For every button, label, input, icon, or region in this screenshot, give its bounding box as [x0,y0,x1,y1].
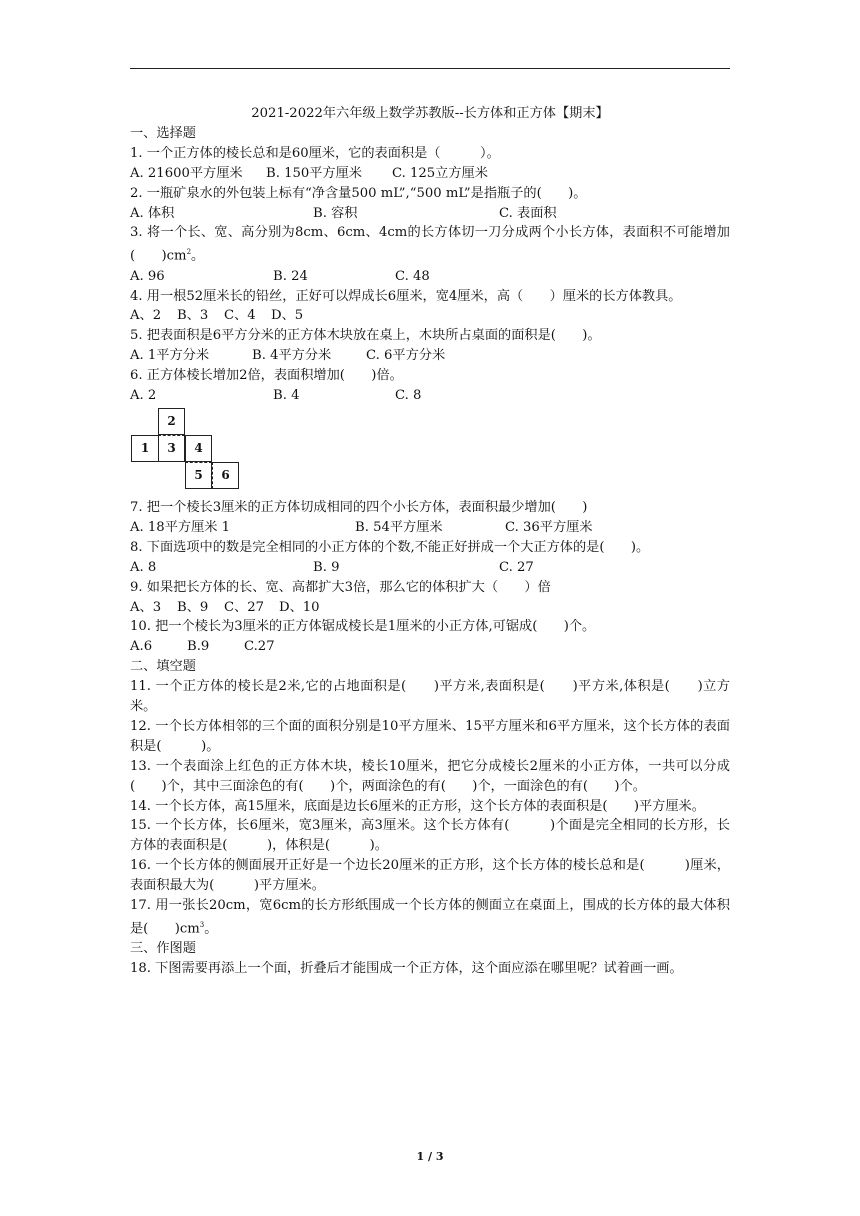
question-2: 2. 一瓶矿泉水的外包装上标有“净含量500 mL”,“500 mL”是指瓶子的( )。 [130,185,587,201]
question-1: 1. 一个正方体的棱长总和是60厘米，它的表面积是（ ）。 [130,145,500,161]
option-b: B. 24 [273,268,308,284]
option-b: B、3 [177,308,209,324]
question-15: 15. 一个长方体，长6厘米，宽3厘米，高3厘米。这个长方体有( )个面是完全相同的长方形，长方体的表面积是( )，体积是( )。 [130,818,730,854]
options-5 [130,346,730,366]
option-a: A. 1平方分米 [130,348,210,364]
option-a: A. 2 [130,388,157,404]
options-1 [130,164,730,184]
option-c: C.27 [244,639,275,655]
question-6: 6. 正方体棱长增加2倍，表面积增加( )倍。 [130,368,403,384]
section-heading-drawing: 三、作图题 [130,941,196,957]
option-b: B.9 [187,639,210,655]
option-a: A.6 [130,639,153,655]
question-16: 16. 一个长方体的侧面展开正好是一个边长20厘米的正方形，这个长方体的棱长总和是( )厘米，表面积最大为( )平方厘米。 [130,858,730,894]
options-4 [130,306,730,326]
net-face-1: 1 [131,435,159,462]
option-c: C. 8 [395,388,422,404]
question-3-tail: 。 [191,248,205,264]
option-c: C、27 [224,599,265,615]
option-c: C. 6平方分米 [366,348,446,364]
option-a: A. 21600平方厘米 [130,165,243,181]
option-c: C. 36平方厘米 [505,519,593,535]
question-3-text: 3. 将一个长、宽、高分别为8cm、6cm、4cm的长方体切一刀分成两个小长方体，表面积不可能增加( )cm [130,225,730,264]
question-13: 13. 一个表面涂上红色的正方体木块，棱长10厘米，把它分成棱长2厘米的小正方体，一共可以分成( )个，其中三面涂色的有( )个，两面涂色的有( )个，一面涂色的有( )个。 [130,758,730,794]
question-17-text: 17. 用一张长20cm，宽6cm的长方形纸围成一个长方体的侧面立在桌面上，围成的长方体的最大体积是( )cm [130,898,730,937]
question-7: 7. 把一个棱长3厘米的正方体切成相同的四个小长方体，表面积最少增加( ) [130,499,588,515]
option-b: B、9 [177,599,209,615]
question-18: 18. 下图需要再添上一个面，折叠后才能围成一个正方体，这个面应添在哪里呢？试着画一画。 [130,961,683,977]
header-rule [130,68,730,69]
section-heading-fill: 二、填空题 [130,659,196,675]
option-a: A. 96 [130,268,165,284]
option-c: C. 125立方厘米 [392,165,488,181]
net-face-2: 2 [158,408,185,435]
option-a: A. 18平方厘米 1 [130,519,231,535]
option-a: A. 8 [130,559,157,575]
question-3 [130,223,730,266]
options-8 [130,558,730,578]
question-10: 10. 把一个棱长为3厘米的正方体锯成棱长是1厘米的小正方体,可锯成( )个。 [130,619,596,635]
question-17 [130,896,730,939]
question-12: 12. 一个长方体相邻的三个面的面积分别是10平方厘米、15平方厘米和6平方厘米，这个长方体的表面积是( )。 [130,718,730,754]
superscript: 2 [186,248,192,257]
question-8: 8. 下面选项中的数是完全相同的小正方体的个数,不能正好拼成一个大正方体的是( )。 [130,539,650,555]
cube-net-figure [130,408,245,494]
superscript: 3 [199,921,205,930]
question-17-tail: 。 [204,921,218,937]
net-face-6: 6 [212,462,239,489]
option-c: C. 27 [499,559,534,575]
option-a: A. 体积 [130,205,175,221]
option-d: D、10 [279,599,320,615]
options-2 [130,204,730,224]
net-face-5: 5 [185,462,212,489]
options-7 [130,518,730,538]
page-number: 1 / 3 [416,1150,444,1163]
options-10 [130,637,730,657]
option-c: C. 表面积 [499,205,557,221]
option-a: A、3 [130,599,162,615]
net-face-4: 4 [185,435,212,462]
option-b: B. 9 [313,559,340,575]
net-face-3: 3 [158,435,185,462]
option-b: B. 150平方厘米 [266,165,362,181]
option-c: C、4 [224,308,256,324]
option-b: B. 54平方厘米 [355,519,443,535]
options-3 [130,267,730,287]
option-c: C. 48 [395,268,430,284]
question-4: 4. 用一根52厘米长的铅丝，正好可以焊成长6厘米，宽4厘米，高（ ）厘米的长方体教具。 [130,288,682,304]
option-d: D、5 [271,308,304,324]
option-a: A、2 [130,308,162,324]
question-9: 9. 如果把长方体的长、宽、高都扩大3倍，那么它的体积扩大（ ）倍 [130,579,551,595]
option-b: B. 4平方分米 [252,348,332,364]
question-11: 11. 一个正方体的棱长是2米,它的占地面积是( )平方米,表面积是( )平方米,体积是( )立方米。 [130,679,730,715]
page-title: 2021-2022年六年级上数学苏教版--长方体和正方体【期末】 [251,106,609,121]
worksheet-body [130,104,730,979]
option-b: B. 容积 [313,205,358,221]
options-6 [130,386,730,406]
section-heading-choice: 一、选择题 [130,125,196,141]
question-5: 5. 把表面积是6平方分米的正方体木块放在桌上，木块所占桌面的面积是( )。 [130,328,601,344]
options-9 [130,598,730,618]
question-14: 14. 一个长方体，高15厘米，底面是边长6厘米的正方形，这个长方体的表面积是( )平方厘米。 [130,798,705,814]
option-b: B. 4 [273,388,300,404]
